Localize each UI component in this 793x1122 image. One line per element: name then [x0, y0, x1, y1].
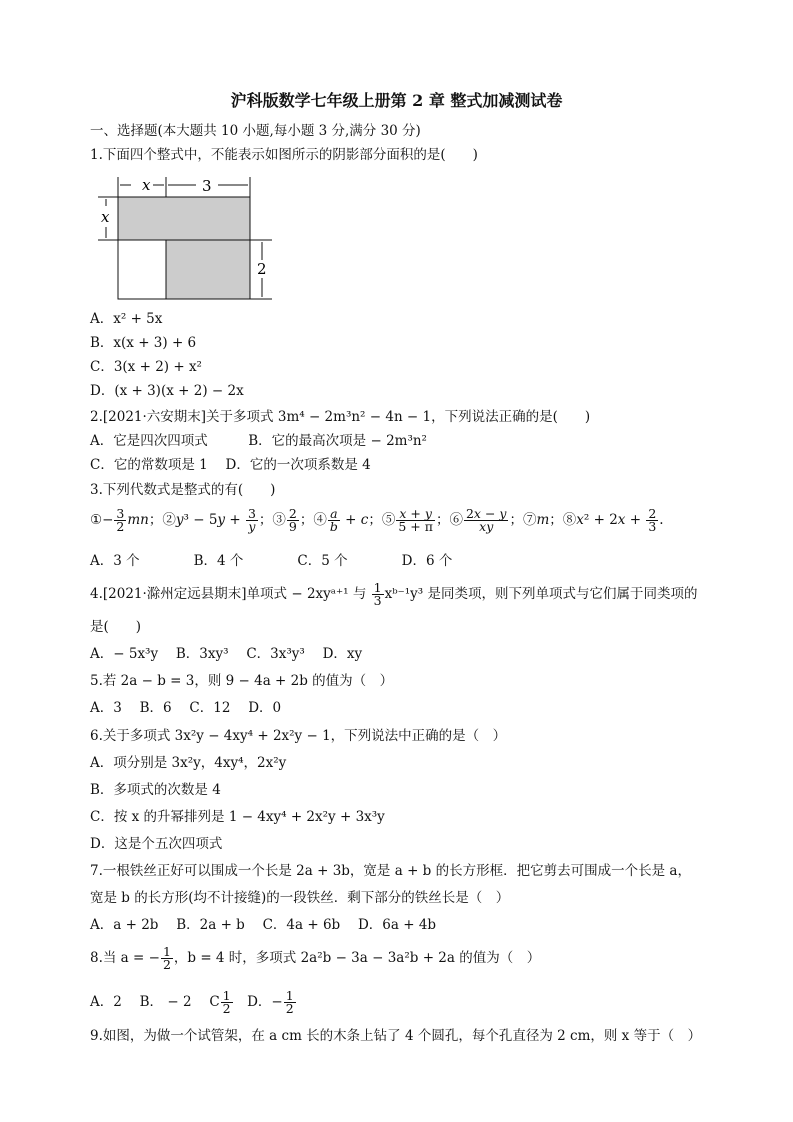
q5-stem: 5.若 2a − b = 3，则 9 − 4a + 2b 的值为（ ） [90, 673, 394, 689]
q7-stem-line1: 7.一根铁丝正好可以围成一个长是 2a + 3b，宽是 a + b 的长方形框．把它剪去可围成一个长是 a， [90, 863, 691, 879]
q3-stem: 3.下列代数式是整式的有( ) [90, 482, 276, 498]
q7-options: A．a + 2b B．2a + b C．4a + 6b D．6a + 4b [90, 917, 437, 933]
q4-stem-c: 是( ) [90, 619, 142, 635]
page-title: 沪科版数学七年级上册第 2 章 整式加减测试卷 [230, 91, 563, 110]
third-numerator: 1 [373, 580, 382, 595]
q2-options-cd: C．它的常数项是 1 D．它的一次项系数是 4 [90, 457, 371, 473]
q6-stem: 6.关于多项式 3x²y − 4xy⁴ + 2x²y − 1，下列说法中正确的是（ ） [90, 728, 507, 744]
q8-stem-a: 8.当 a = − [90, 950, 160, 966]
q1-stem: 1.下面四个整式中，不能表示如图所示的阴影部分面积的是( ) [90, 147, 478, 163]
q3-options: A．3 个 B．4 个 C．5 个 D．6 个 [90, 553, 453, 569]
q5-options: A．3 B．6 C．12 D．0 [90, 700, 282, 716]
q8-options-a: A．2 B． − 2 C [90, 994, 220, 1010]
q4-stem-b: xᵇ⁻¹y³ 是同类项，则下列单项式与它们属于同类项的 [384, 586, 698, 602]
q7-stem-line2: 宽是 b 的长方形(均不计接缝)的一段铁丝．剩下部分的铁丝长是（ ） [90, 890, 510, 906]
q8-options-b: D．− [233, 994, 283, 1010]
label-3: 3 [202, 177, 212, 195]
white-bottom-left [118, 240, 166, 299]
shaded-bottom-right [166, 240, 250, 299]
label-x-top: x [142, 176, 151, 194]
q6-option-d: D．这是个五次四项式 [90, 836, 223, 852]
q1-option-a: A．x² + 5x [90, 311, 163, 327]
q8-options: A．2 B． − 2 C $\frac{1}{2}$ D．− $\frac{1}{2}$ [90, 988, 294, 1016]
third-denominator: 3 [373, 593, 382, 608]
shaded-area-figure [96, 172, 276, 302]
label-x-left: x [101, 208, 110, 226]
q4-stem-line1 [90, 582, 697, 607]
q2-stem: 2.[2021·六安期末]关于多项式 3m⁴ − 2m³n² − 4n − 1，下列说法正确的是( ) [90, 409, 591, 425]
q3-expressions: ①− $\frac{3}{2}$ mn；②y³ − 5y + $\frac{3}{y}$ ；③ $\frac{2}{9}$ ；④ $\frac{a}{b}$ + c；⑤ $\frac{x + y}{5 + \pi}$ ；⑥ $\frac{2x - y}{xy}$ ；⑦m；⑧x² + 2x + $\frac{2}{3}$ . [90, 506, 664, 534]
q4-stem-a: 4.[2021·滁州定远县期末]单项式 − 2xyᵃ⁺¹ 与 [90, 586, 371, 602]
label-2: 2 [257, 260, 267, 278]
q6-option-c: C．按 x 的升幂排列是 1 − 4xy⁴ + 2x²y + 3x³y [90, 809, 385, 825]
q1-option-b: B．x(x + 3) + 6 [90, 335, 197, 351]
half-denominator: 2 [162, 957, 171, 972]
q4-options: A．− 5x³y B．3xy³ C．3x³y³ D．xy [90, 646, 363, 662]
q6-option-a: A．项分别是 3x²y，4xy⁴，2x²y [90, 755, 287, 771]
half-numerator: 1 [162, 944, 171, 959]
q9-stem: 9.如图，为做一个试管架，在 a cm 长的木条上钻了 4 个圆孔，每个孔直径为 2 cm，则 x 等于（ ） [90, 1028, 702, 1044]
q1-option-c: C．3(x + 2) + x² [90, 359, 202, 375]
section-heading: 一、选择题(本大题共 10 小题,每小题 3 分,满分 30 分) [90, 123, 421, 139]
shaded-top [118, 197, 250, 240]
q8-stem [90, 946, 540, 971]
q8-stem-b: ，b = 4 时，多项式 2a²b − 3a − 3a²b + 2a 的值为（ ） [173, 950, 541, 966]
q6-option-b: B．多项式的次数是 4 [90, 782, 221, 798]
q2-options-ab: A．它是四次四项式 B．它的最高次项是 − 2m³n² [90, 433, 427, 449]
q1-option-d: D．(x + 3)(x + 2) − 2x [90, 383, 244, 399]
